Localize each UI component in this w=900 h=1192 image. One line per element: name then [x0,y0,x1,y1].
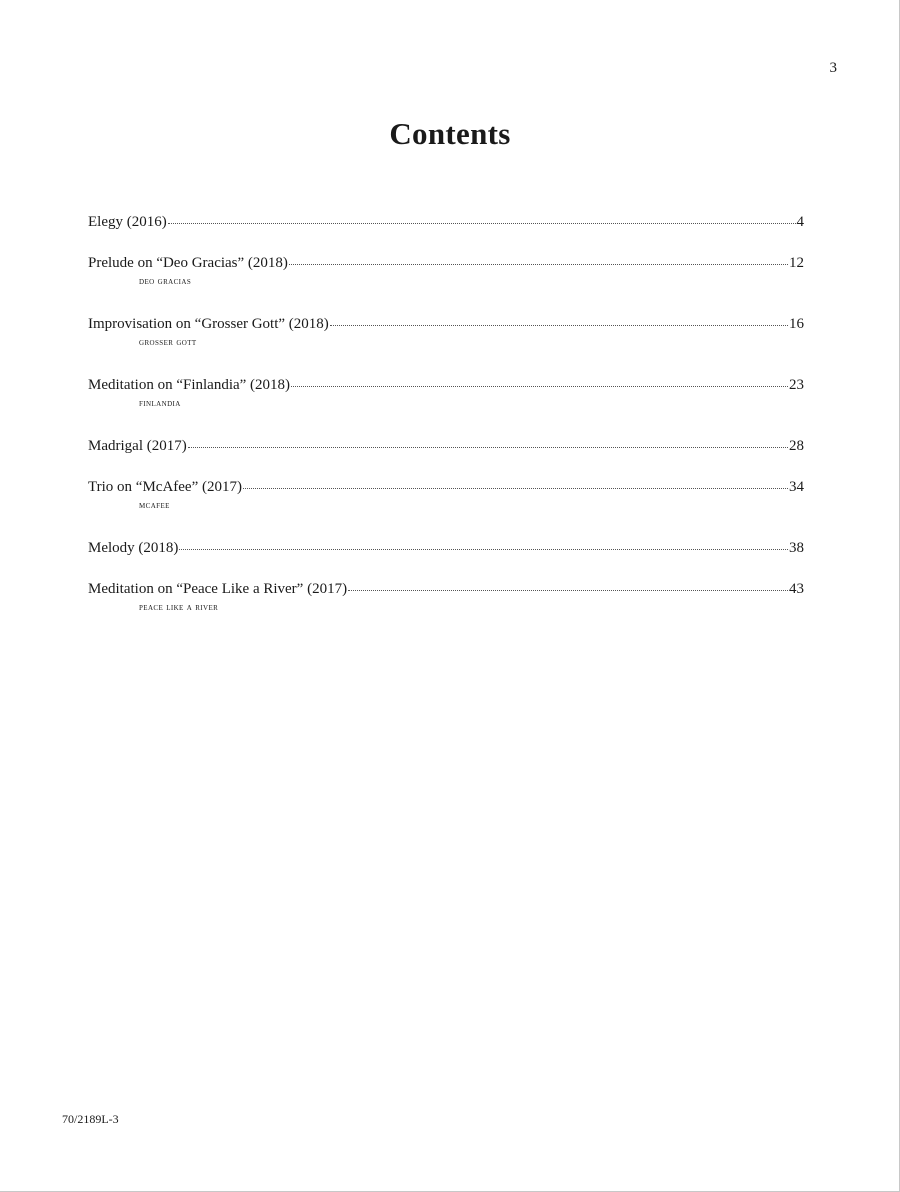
toc-entry-page: 23 [789,377,804,393]
toc-line [88,314,804,334]
toc-entry [88,314,804,375]
toc-entry-title: Elegy (2016) [88,214,167,230]
toc-entry-tune-name: peace like a river [139,602,219,613]
toc-entry-title: Improvisation on “Grosser Gott” (2018) [88,316,329,332]
toc-line [88,212,804,232]
toc-entry [88,477,804,538]
toc-entry-page: 12 [789,255,804,271]
toc-leader-dots [291,385,788,387]
toc-line [88,477,804,497]
table-of-contents [88,212,804,640]
toc-entry [88,436,804,477]
toc-entry-page: 16 [789,316,804,332]
toc-entry-title: Meditation on “Peace Like a River” (2017) [88,581,348,597]
toc-line [88,253,804,273]
toc-entry [88,579,804,640]
toc-entry-title: Meditation on “Finlandia” (2018) [88,377,291,393]
toc-entry [88,253,804,314]
page-title: Contents [389,116,511,151]
toc-line [88,538,804,558]
toc-line [88,579,804,599]
toc-leader-dots [188,446,788,448]
page-number: 3 [829,60,837,76]
toc-entry-tune-name: finlandia [139,398,181,409]
toc-leader-dots [179,548,788,550]
toc-leader-dots [168,222,796,224]
toc-entry-tune-name: deo gracias [139,276,192,287]
toc-entry [88,538,804,579]
toc-leader-dots [243,487,788,489]
toc-entry-page: 28 [789,438,804,454]
toc-entry-title: Melody (2018) [88,540,179,556]
toc-entry [88,375,804,436]
toc-entry-title: Prelude on “Deo Gracias” (2018) [88,255,288,271]
toc-entry-title: Trio on “McAfee” (2017) [88,479,242,495]
toc-entry-page: 43 [789,581,804,597]
toc-line [88,375,804,395]
toc-entry-title: Madrigal (2017) [88,438,187,454]
toc-leader-dots [289,263,788,265]
footer-catalog-number: 70/2189L-3 [62,1112,119,1126]
toc-entry-tune-name: grosser gott [139,337,197,348]
toc-line [88,436,804,456]
toc-entry-page: 38 [789,540,804,556]
toc-leader-dots [330,324,788,326]
toc-entry [88,212,804,253]
toc-entry-tune-name: mcafee [139,500,170,511]
toc-entry-page: 34 [789,479,804,495]
toc-entry-page: 4 [796,214,804,230]
toc-leader-dots [348,589,788,591]
